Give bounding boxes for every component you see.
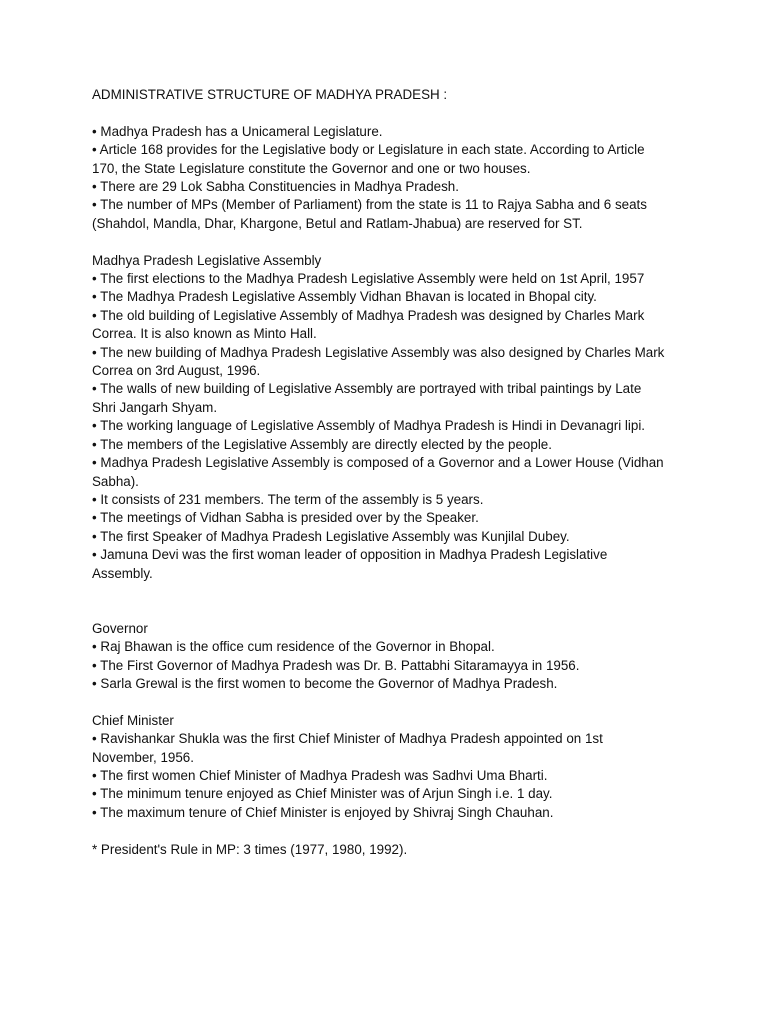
governor-heading: Governor bbox=[92, 620, 148, 636]
governor-line: • Raj Bhawan is the office cum residence of the Governor in Bhopal. bbox=[92, 639, 495, 655]
assembly-line: • Jamuna Devi was the first woman leader of opposition in Madhya Pradesh Legislative bbox=[92, 547, 608, 563]
assembly-line: Sabha). bbox=[92, 473, 139, 489]
chief-minister-line: November, 1956. bbox=[92, 749, 194, 765]
assembly-line: • The meetings of Vidhan Sabha is presided over by the Speaker. bbox=[92, 510, 479, 526]
assembly-line: • The working language of Legislative Assembly of Madhya Pradesh is Hindi in Devanagri lipi. bbox=[92, 418, 646, 434]
assembly-section bbox=[92, 252, 692, 583]
assembly-line: Shri Jangarh Shyam. bbox=[92, 399, 218, 415]
intro-line: • Article 168 provides for the Legislative body or Legislature in each state. According to Article bbox=[92, 142, 645, 158]
spacer bbox=[92, 693, 692, 711]
spacer bbox=[92, 233, 692, 251]
chief-minister-line: • The maximum tenure of Chief Minister is enjoyed by Shivraj Singh Chauhan. bbox=[92, 804, 554, 820]
spacer bbox=[92, 104, 692, 122]
chief-minister-line: • Ravishankar Shukla was the first Chief Minister of Madhya Pradesh appointed on 1st bbox=[92, 731, 603, 747]
assembly-line: • The Madhya Pradesh Legislative Assembly Vidhan Bhavan is located in Bhopal city. bbox=[92, 289, 597, 305]
assembly-line: Assembly. bbox=[92, 565, 153, 581]
assembly-line: • It consists of 231 members. The term of the assembly is 5 years. bbox=[92, 491, 484, 507]
document-title: ADMINISTRATIVE STRUCTURE OF MADHYA PRADESH : bbox=[92, 87, 448, 102]
assembly-line: • The first elections to the Madhya Pradesh Legislative Assembly were held on 1st April, 1957 bbox=[92, 271, 645, 287]
intro-line: • There are 29 Lok Sabha Constituencies in Madhya Pradesh. bbox=[92, 179, 459, 195]
assembly-line: • The first Speaker of Madhya Pradesh Legislative Assembly was Kunjilal Dubey. bbox=[92, 528, 570, 544]
intro-line: • Madhya Pradesh has a Unicameral Legislature. bbox=[92, 123, 383, 139]
assembly-line: • The walls of new building of Legislative Assembly are portrayed with tribal paintings by Late bbox=[92, 381, 642, 397]
governor-line: • The First Governor of Madhya Pradesh was Dr. B. Pattabhi Sitaramayya in 1956. bbox=[92, 657, 580, 673]
chief-minister-section bbox=[92, 712, 692, 822]
spacer bbox=[92, 822, 692, 840]
assembly-line: • The members of the Legislative Assembly are directly elected by the people. bbox=[92, 436, 552, 452]
governor-section bbox=[92, 620, 692, 694]
assembly-heading: Madhya Pradesh Legislative Assembly bbox=[92, 252, 322, 268]
assembly-line: • Madhya Pradesh Legislative Assembly is composed of a Governor and a Lower House (Vidhan bbox=[92, 455, 664, 471]
intro-line: • The number of MPs (Member of Parliament) from the state is 11 to Rajya Sabha and 6 seats bbox=[92, 197, 647, 213]
chief-minister-heading: Chief Minister bbox=[92, 712, 174, 728]
intro-section bbox=[92, 123, 692, 233]
governor-line: • Sarla Grewal is the first women to become the Governor of Madhya Pradesh. bbox=[92, 675, 558, 691]
intro-line: (Shahdol, Mandla, Dhar, Khargone, Betul and Ratlam-Jhabua) are reserved for ST. bbox=[92, 215, 583, 231]
assembly-line: • The old building of Legislative Assembly of Madhya Pradesh was designed by Charles Mark bbox=[92, 307, 645, 323]
assembly-line: • The new building of Madhya Pradesh Legislative Assembly was also designed by Charles Mark bbox=[92, 344, 665, 360]
chief-minister-line: • The first women Chief Minister of Madhya Pradesh was Sadhvi Uma Bharti. bbox=[92, 767, 548, 783]
assembly-line: Correa on 3rd August, 1996. bbox=[92, 363, 261, 379]
chief-minister-line: • The minimum tenure enjoyed as Chief Minister was of Arjun Singh i.e. 1 day. bbox=[92, 786, 553, 802]
footnote: * President's Rule in MP: 3 times (1977, 1980, 1992). bbox=[92, 841, 408, 857]
document-page bbox=[92, 86, 692, 859]
intro-line: 170, the State Legislature constitute the Governor and one or two houses. bbox=[92, 160, 531, 176]
assembly-line: Correa. It is also known as Minto Hall. bbox=[92, 326, 317, 342]
spacer bbox=[92, 583, 692, 620]
